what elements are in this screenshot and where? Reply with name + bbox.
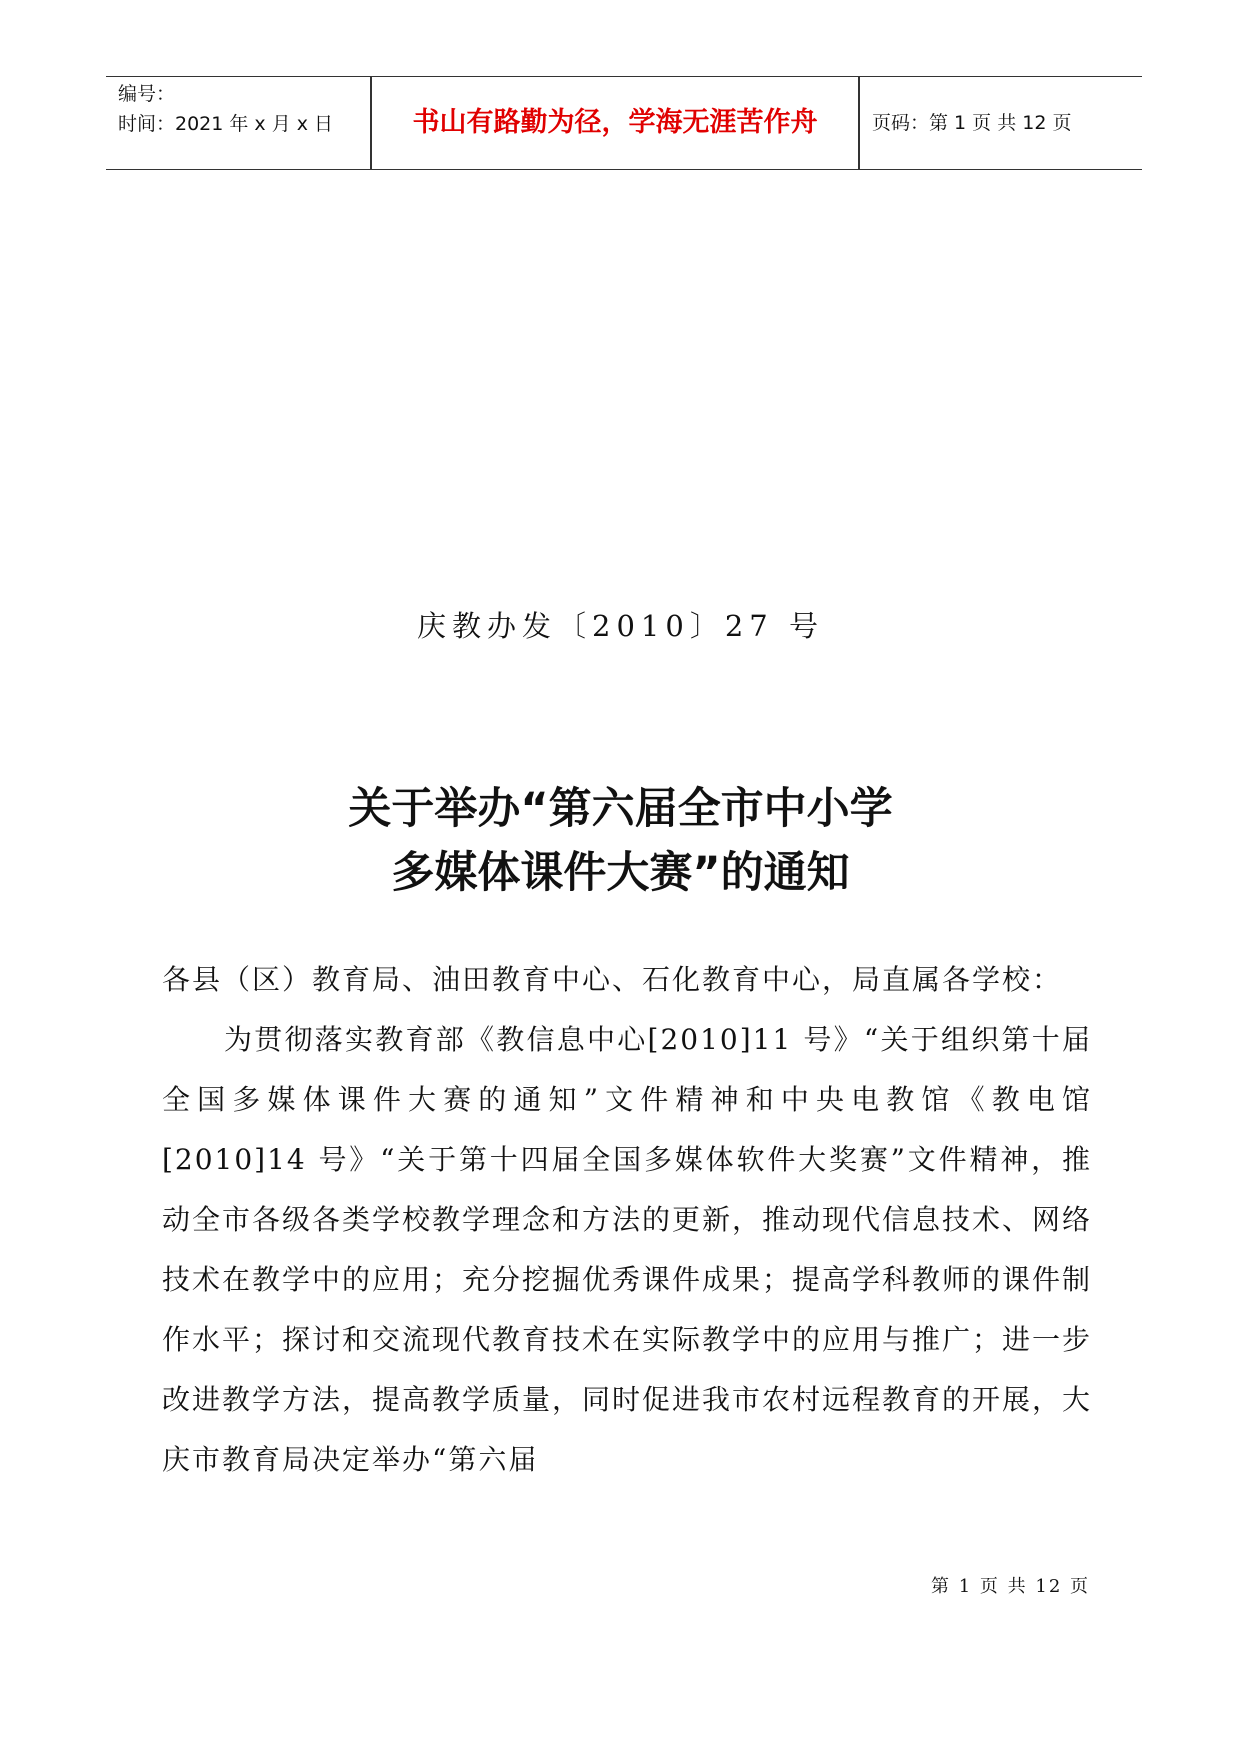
paragraph: 为贯彻落实教育部《教信息中心[2010]11 号》“关于组织第十届全国多媒体课件大赛的通知”文件精神和中央电教馆《教电馆[2010]14 号》“关于第十四届全国多媒体软件大奖赛”文件精神，推动全市各级各类学校教学理念和方法的更新，推动现代信息技术、网络技术在教学中的应用；充分挖掘优秀课件成果；提高学科教师的课件制作水平；探讨和交流现代教育技术在实际教学中的应用与推广；进一步改进教学方法，提高教学质量，同时促进我市农村远程教育的开展，大庆市教育局决定举办“第六届 <box>162 1023 1093 1476</box>
document-number: 庆教办发〔2010〕27 号 <box>417 609 824 643</box>
header-meta <box>118 79 368 139</box>
document-title <box>0 777 1241 905</box>
salutation: 各县（区）教育局、油田教育中心、石化教育中心，局直属各学校： <box>162 963 1063 996</box>
header-time-label: 时间：2021 年 x 月 x 日 <box>118 113 334 135</box>
header-divider <box>858 77 860 169</box>
title-line-2: 多媒体课件大赛”的通知 <box>391 848 850 898</box>
page-header <box>106 76 1142 170</box>
page-footer: 第 1 页 共 12 页 <box>931 1576 1090 1597</box>
header-number-label: 编号： <box>118 83 176 105</box>
title-line-1: 关于举办“第六届全市中小学 <box>348 784 893 834</box>
header-page-info: 页码：第 1 页 共 12 页 <box>872 112 1072 134</box>
header-motto: 书山有路勤为径，学海无涯苦作舟 <box>412 107 818 138</box>
document-body <box>162 950 1092 1490</box>
